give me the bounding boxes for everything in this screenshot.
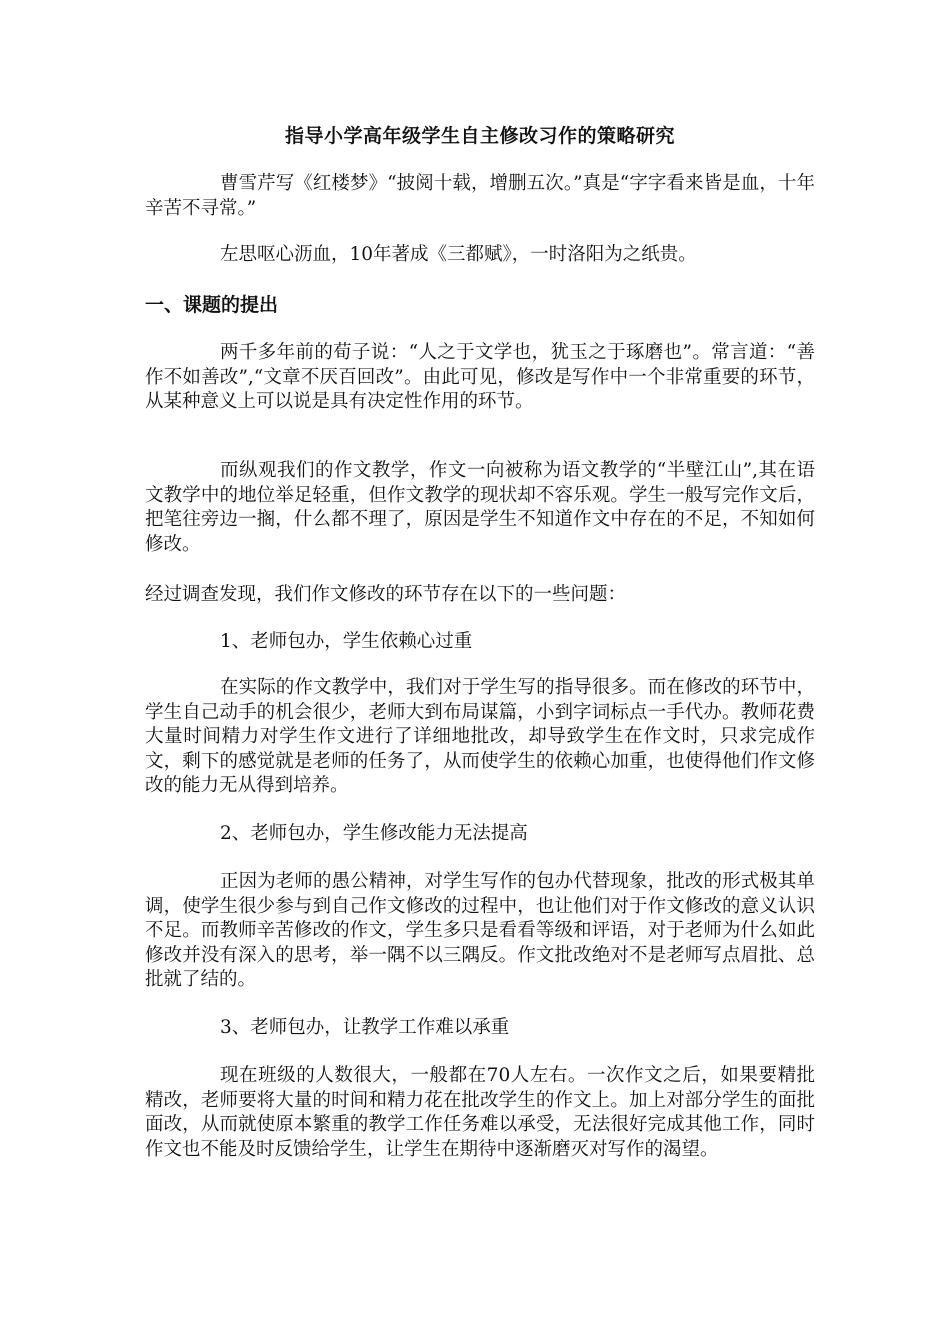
- document-title: 指导小学高年级学生自主修改习作的策略研究: [284, 125, 675, 147]
- section-heading-1: 一、课题的提出: [145, 294, 279, 316]
- intro-paragraph-1: 曹雪芹写《红楼梦》“披阅十载，增删五次。”真是“字字看来皆是血，十年辛苦不寻常。”: [145, 173, 815, 219]
- problem-3-heading: 3、老师包办，让教学工作难以承重: [220, 1017, 510, 1038]
- section1-paragraph-1: 两千多年前的荀子说：“人之于文学也，犹玉之于琢磨也”。常言道：“善作不如善改”,“文章不厌百回改”。由此可见，修改是写作中一个非常重要的环节，从某种意义上可以说是具有决定性作用的环节。: [145, 342, 815, 412]
- problem-3-text: 现在班级的人数很大，一般都在70人左右。一次作文之后，如果要精批精改，老师要将大量的时间和精力花在批改学生的作文上。加上对部分学生的面批面改，从而就使原本繁重的教学工作任务难以承受，无法很好完成其他工作，同时作文也不能及时反馈给学生，让学生在期待中逐渐磨灭对写作的渴望。: [145, 1065, 815, 1160]
- intro-paragraph-2: 左思呕心沥血，10年著成《三都赋》，一时洛阳为之纸贵。: [220, 244, 697, 265]
- problem-1-text: 在实际的作文教学中，我们对于学生写的指导很多。而在修改的环节中，学生自己动手的机会很少，老师大到布局谋篇，小到字词标点一手代办。教师花费大量时间精力对学生作文进行了详细地批改，却导致学生在作文时，只求完成作文，剩下的感觉就是老师的任务了，从而使学生的依赖心加重，也使得他们作文修改的能力无从得到培养。: [145, 677, 815, 796]
- problem-2-text: 正因为老师的愚公精神，对学生写作的包办代替现象，批改的形式极其单调，使学生很少参与到自己作文修改的过程中，也让他们对于作文修改的意义认识不足。而教师辛苦修改的作文，学生多只是看看等级和评语，对于老师为什么如此修改并没有深入的思考，举一隅不以三隅反。作文批改绝对不是老师写点眉批、总批就了结的。: [145, 871, 815, 990]
- problem-2-heading: 2、老师包办，学生修改能力无法提高: [220, 823, 528, 844]
- problem-1-heading: 1、老师包办，学生依赖心过重: [220, 631, 473, 652]
- survey-intro: 经过调查发现，我们作文修改的环节存在以下的一些问题：: [145, 584, 627, 605]
- section1-paragraph-2: 而纵观我们的作文教学，作文一向被称为语文教学的“半壁江山”,其在语文教学中的地位举足轻重，但作文教学的现状却不容乐观。学生一般写完作文后，把笔往旁边一搁，什么都不理了，原因是学生不知道作文中存在的不足，不知如何修改。: [145, 460, 815, 555]
